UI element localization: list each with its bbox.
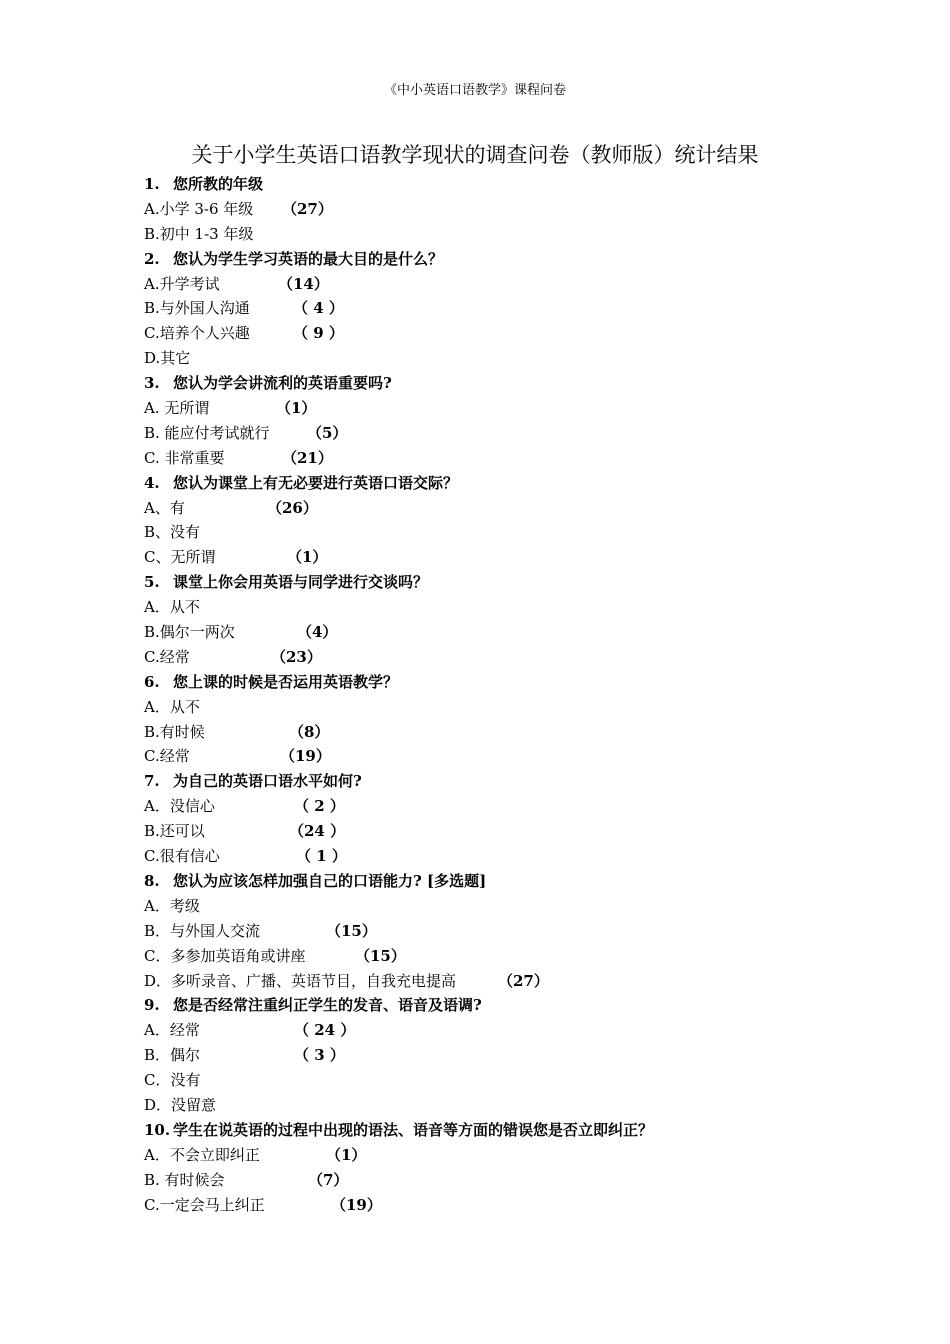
answer-option [144, 819, 844, 844]
answer-option [144, 396, 844, 421]
option-count: （5） [307, 423, 348, 442]
answer-option [144, 1168, 844, 1193]
option-text: D．多听录音、广播、英语节目，自我充电提高 [144, 971, 457, 990]
option-count: （1） [287, 548, 328, 567]
question-heading [144, 371, 844, 396]
question-text: 您上课的时候是否运用英语教学？ [173, 672, 399, 691]
option-count: （27） [282, 199, 333, 218]
question-text: 为自己的英语口语水平如何? [173, 772, 362, 791]
answer-option [144, 296, 844, 321]
question-text: 您所教的年级 [173, 175, 264, 193]
option-text: C．多参加英语角或讲座 [144, 946, 306, 965]
page-header: 《中小英语口语教学》课程问卷 [383, 83, 566, 98]
question-text: 您认为课堂上有无必要进行英语口语交际？ [173, 473, 459, 492]
answer-option [144, 545, 844, 570]
answer-option [144, 222, 844, 247]
answer-option [144, 919, 844, 944]
option-count: （1） [326, 1145, 367, 1164]
option-text: D.其它 [144, 349, 191, 368]
question-text: 课堂上你会用英语与同学进行交谈吗？ [173, 573, 429, 592]
answer-option [144, 1193, 844, 1218]
option-count: （23） [271, 647, 322, 666]
question-text: 您认为学会讲流利的英语重要吗? [173, 374, 392, 393]
option-text: C、无所谓 [144, 548, 216, 567]
option-count: （1） [276, 399, 317, 418]
option-count: （19） [331, 1195, 382, 1214]
option-text: A.小学 3-6 年级 [144, 199, 254, 218]
answer-option [144, 421, 844, 446]
option-text: A. 无所谓 [144, 399, 210, 418]
option-count: （19） [280, 747, 331, 766]
option-text: B.有时候 [144, 722, 205, 741]
question-heading [144, 869, 844, 894]
question-number: 4. [144, 473, 160, 492]
option-text: B.还可以 [144, 822, 205, 841]
answer-option [144, 346, 844, 371]
question-number: 10. [144, 1120, 171, 1139]
answer-option [144, 321, 844, 346]
option-text: A．经常 [144, 1021, 200, 1040]
answer-option [144, 1018, 844, 1043]
option-count: （15） [355, 946, 406, 965]
option-text: A．不会立即纠正 [144, 1145, 260, 1164]
question-number: 5. [144, 573, 160, 592]
option-text: C.一定会马上纠正 [144, 1195, 265, 1214]
answer-option [144, 620, 844, 645]
option-text: A．考级 [144, 896, 200, 915]
survey-results [144, 172, 844, 1217]
answer-option [144, 1143, 844, 1168]
document-title: 关于小学生英语口语教学现状的调查问卷（教师版）统计结果 [191, 143, 759, 167]
question-number: 2. [144, 249, 160, 268]
question-text: 您认为应该怎样加强自己的口语能力? [多选题] [173, 871, 487, 890]
answer-option [144, 595, 844, 620]
question-text: 您认为学生学习英语的最大目的是什么？ [173, 249, 444, 268]
option-text: A.升学考试 [144, 274, 220, 293]
question-number: 7. [144, 772, 160, 791]
answer-option [144, 1093, 844, 1118]
answer-option [144, 446, 844, 471]
question-number: 6. [144, 672, 160, 691]
option-text: A．没信心 [144, 797, 215, 816]
question-number: 1. [144, 175, 160, 193]
option-text: C.很有信心 [144, 847, 220, 866]
question-number: 9. [144, 996, 160, 1015]
question-heading [144, 1118, 844, 1143]
answer-option [144, 520, 844, 545]
option-text: B.与外国人沟通 [144, 299, 250, 318]
option-text: B.初中 1-3 年级 [144, 224, 254, 243]
option-count: （ 1 ） [296, 847, 347, 866]
answer-option [144, 744, 844, 769]
option-text: C.经常 [144, 647, 190, 666]
option-text: A、有 [144, 498, 185, 517]
option-text: D．没留意 [144, 1095, 217, 1114]
question-heading [144, 172, 844, 197]
option-text: A．从不 [144, 598, 200, 617]
answer-option [144, 794, 844, 819]
option-count: （ 4 ） [293, 299, 344, 318]
question-heading [144, 471, 844, 496]
option-count: （26） [267, 498, 318, 517]
option-count: （14） [278, 274, 329, 293]
option-count: （21） [282, 448, 333, 467]
answer-option [144, 720, 844, 745]
answer-option [144, 969, 844, 994]
option-count: （8） [289, 722, 330, 741]
question-heading [144, 570, 844, 595]
option-count: （ 9 ） [293, 324, 344, 343]
answer-option [144, 496, 844, 521]
answer-option [144, 844, 844, 869]
option-count: （ 3 ） [294, 1046, 345, 1065]
question-heading [144, 670, 844, 695]
question-heading [144, 993, 844, 1018]
answer-option [144, 645, 844, 670]
question-number: 3. [144, 374, 160, 393]
question-number: 8. [144, 871, 160, 890]
question-heading [144, 769, 844, 794]
option-count: （ 24 ） [294, 1021, 356, 1040]
option-count: （ 2 ） [294, 797, 345, 816]
option-text: C. 非常重要 [144, 448, 225, 467]
question-text: 学生在说英语的过程中出现的语法、语音等方面的错误您是否立即纠正？ [173, 1120, 654, 1139]
answer-option [144, 1043, 844, 1068]
option-text: B. 有时候会 [144, 1170, 225, 1189]
answer-option [144, 1068, 844, 1093]
option-text: C.经常 [144, 747, 190, 766]
question-text: 您是否经常注重纠正学生的发音、语音及语调? [173, 996, 482, 1015]
answer-option [144, 894, 844, 919]
answer-option [144, 944, 844, 969]
option-text: C．没有 [144, 1071, 201, 1090]
answer-option [144, 272, 844, 297]
option-text: C.培养个人兴趣 [144, 324, 250, 343]
option-text: B.偶尔一两次 [144, 623, 235, 642]
option-count: （7） [308, 1170, 349, 1189]
question-heading [144, 247, 844, 272]
option-text: A．从不 [144, 697, 200, 716]
option-count: （24 ） [289, 822, 346, 841]
option-count: （27） [498, 971, 549, 990]
answer-option [144, 695, 844, 720]
option-count: （4） [297, 623, 338, 642]
option-text: B. 能应付考试就行 [144, 423, 270, 442]
option-count: （15） [326, 921, 377, 940]
option-text: B．偶尔 [144, 1046, 201, 1065]
option-text: B．与外国人交流 [144, 921, 261, 940]
answer-option [144, 197, 844, 222]
option-text: B、没有 [144, 523, 201, 542]
